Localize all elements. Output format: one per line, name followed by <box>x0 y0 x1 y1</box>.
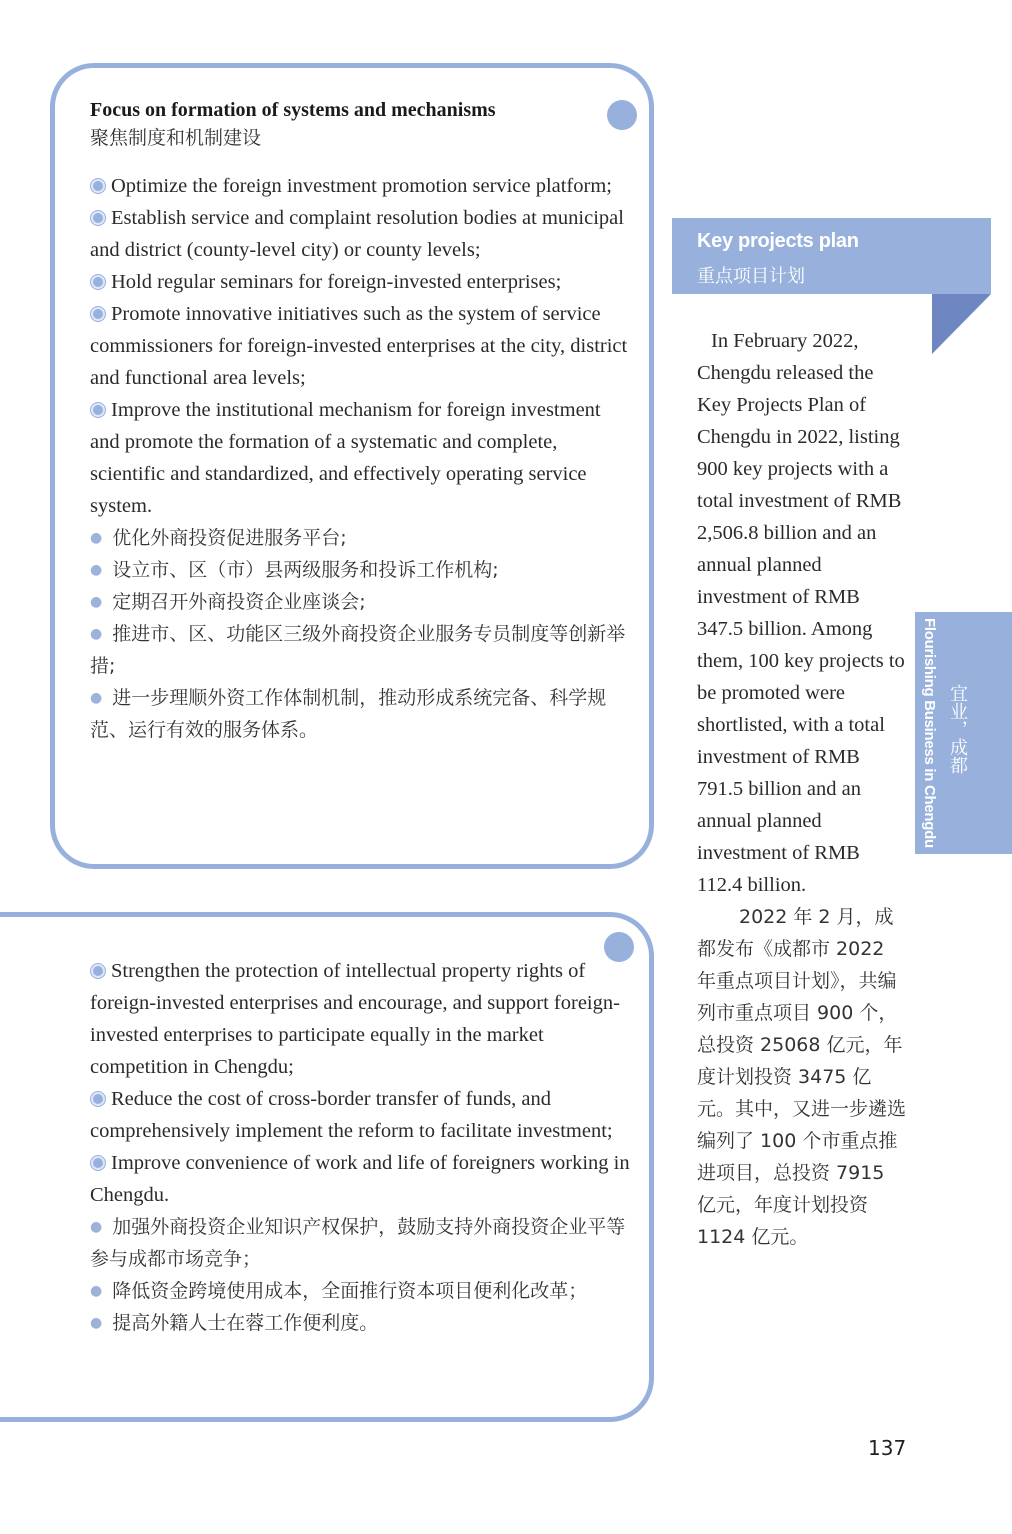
key-projects-body-zh: 2022 年 2 月，成都发布《成都市 2022 年重点项目计划》，共编列市重点项目 900 个，总投资 25068 亿元，年度计划投资 3475 亿元。其中，又进一步遴选编列了 100 个市重点推进项目，总投资 7915 亿元，年度计划投资 1124 亿元。 <box>697 906 907 1248</box>
chapter-title-en: Flourishing Business in Chengdu <box>921 618 938 848</box>
list-item-zh: ● 设立市、区（市）县两级服务和投诉工作机构; <box>90 559 499 581</box>
bullet-icon <box>91 307 105 321</box>
small-dot-icon: ● <box>90 1315 103 1331</box>
section-heading-zh: 聚焦制度和机制建设 <box>90 127 262 149</box>
list-item-zh: ● 降低资金跨境使用成本，全面推行资本项目便利化改革； <box>90 1280 588 1302</box>
investment-facilitation-content <box>90 955 630 1339</box>
banner-fold-icon <box>932 294 991 354</box>
list-item: Improve the institutional mechanism for foreign investment and promote the formation of a systematic and complete, scientific and standardized, and effectively operating service system. <box>90 399 601 517</box>
bullet-icon <box>91 1156 105 1170</box>
small-dot-icon: ● <box>90 626 103 642</box>
chapter-side-tab <box>915 612 1012 854</box>
small-dot-icon: ● <box>90 562 103 578</box>
list-item-zh: ● 优化外商投资促进服务平台; <box>90 527 347 549</box>
bullet-icon <box>91 179 105 193</box>
section-heading-en: Focus on formation of systems and mechanisms <box>90 99 496 121</box>
list-item-zh: ● 进一步理顺外资工作体制机制，推动形成系统完备、科学规范、运行有效的服务体系。 <box>90 687 607 741</box>
small-dot-icon: ● <box>90 1219 103 1235</box>
systems-mechanisms-content <box>90 96 630 746</box>
key-projects-body-en: In February 2022, Chengdu released the Key Projects Plan of Chengdu in 2022, listing 900 key projects with a total investment of RMB 2,506.8 billion and an annual planned investment of RMB 347.5 billion. Among them, 100 key projects to be promoted were shortlisted, with a total investment of RMB 791.5 billion and an annual planned investment of RMB 112.4 billion. <box>697 330 905 896</box>
list-item: Optimize the foreign investment promotion service platform; <box>90 170 630 202</box>
list-item: Hold regular seminars for foreign-invested enterprises; <box>90 266 630 298</box>
list-item-zh: ● 定期召开外商投资企业座谈会; <box>90 591 366 613</box>
key-projects-title-en: Key projects plan <box>697 230 859 252</box>
list-item-zh: ● 提高外籍人士在蓉工作便利度。 <box>90 1312 379 1334</box>
list-item: Improve convenience of work and life of foreigners working in Chengdu. <box>90 1152 630 1206</box>
key-projects-banner <box>672 218 991 294</box>
chapter-title-zh: 宜业，成都 <box>947 684 968 774</box>
key-projects-title-zh: 重点项目计划 <box>697 266 805 287</box>
small-dot-icon: ● <box>90 594 103 610</box>
list-item: Reduce the cost of cross-border transfer of funds, and comprehensively implement the reform to facilitate investment; <box>90 1088 613 1142</box>
key-projects-body <box>697 325 907 1253</box>
bullet-icon <box>91 1092 105 1106</box>
small-dot-icon: ● <box>90 690 103 706</box>
bullet-icon <box>91 211 105 225</box>
bullet-icon <box>91 275 105 289</box>
list-item: Establish service and complaint resolution bodies at municipal and district (county-level city) or county levels; <box>90 207 624 261</box>
small-dot-icon: ● <box>90 530 103 546</box>
page-number: 137 <box>868 1436 907 1460</box>
bullet-icon <box>91 403 105 417</box>
bullet-icon <box>91 964 105 978</box>
list-item: Strengthen the protection of intellectual property rights of foreign-invested enterprises and encourage, and support foreign-invested enterprises to participate equally in the market competition in Chengdu; <box>90 960 620 1078</box>
list-item-zh: ● 推进市、区、功能区三级外商投资企业服务专员制度等创新举措; <box>90 623 626 677</box>
list-item: Promote innovative initiatives such as the system of service commissioners for foreign-invested enterprises at the city, district and functional area levels; <box>90 303 628 389</box>
list-item-zh: ● 加强外商投资企业知识产权保护，鼓励支持外商投资企业平等参与成都市场竞争； <box>90 1216 626 1270</box>
small-dot-icon: ● <box>90 1283 103 1299</box>
